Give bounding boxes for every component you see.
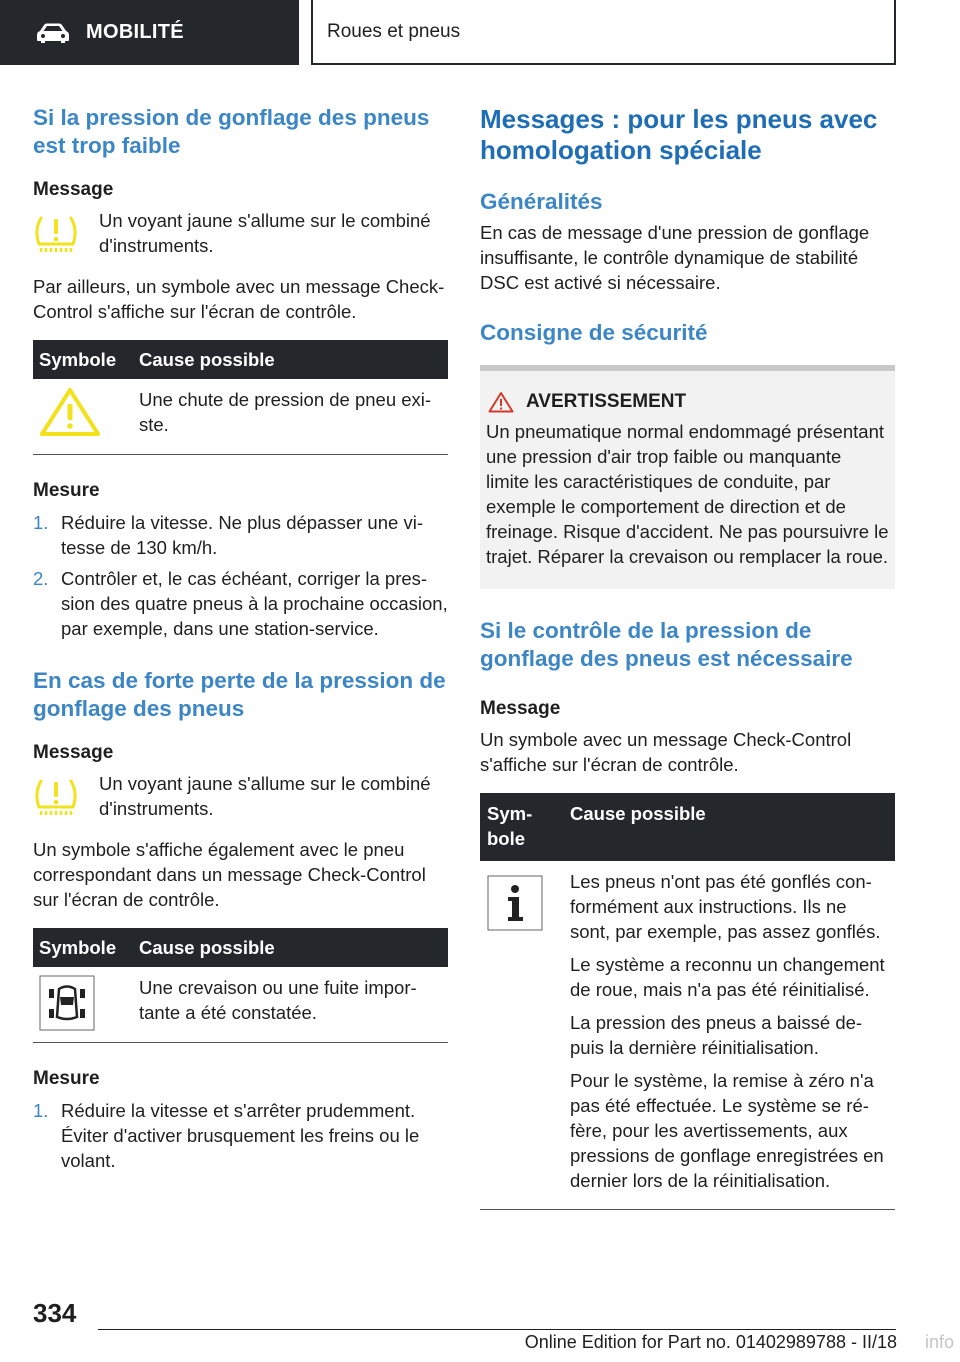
section-tab [311, 0, 896, 65]
symbol-table [33, 928, 448, 1043]
caution-triangle-icon [488, 391, 514, 413]
general-heading: Généralités [480, 189, 603, 214]
measure-label: Mesure [33, 480, 100, 501]
page-number: 334 [33, 1298, 77, 1328]
tire-puncture-icon [39, 975, 95, 1031]
list-item: 1. Réduire la vitesse. Ne plus dépasser une vitesse de 130 km/h. [33, 512, 423, 558]
col-cause-header: Cause possible [139, 349, 275, 370]
check-heading: Si le contrôle de la pression de gonflage des pneus est nécessaire [480, 618, 853, 671]
safety-heading: Consigne de sécurité [480, 320, 708, 345]
watermark: info [924, 1332, 954, 1352]
list-item: 2. Contrôler et, le cas échéant, corriger la pression des quatre pneus à la prochaine occasion, par exemple, dans une station-service. [33, 568, 448, 639]
warning-title: AVERTISSEMENT [526, 391, 687, 412]
table-cause: Une crevaison ou une fuite importante a été constatée. [139, 977, 417, 1023]
message-row [33, 208, 448, 258]
edition-text: Online Edition for Part no. 01402989788 - II/18 [524, 1332, 897, 1352]
warning-triangle-icon [39, 387, 101, 437]
col-cause-header: Cause possible [570, 803, 706, 824]
info-icon [487, 875, 543, 931]
symbol-table [33, 340, 448, 455]
table-row [33, 967, 448, 1043]
table-cause: Une chute de pression de pneu existe. [139, 389, 432, 435]
col-symbol-header: Symbole [39, 937, 117, 958]
low-pressure-heading: Si la pression de gonflage des pneus est trop faible [33, 105, 430, 158]
col-cause-header: Cause possible [139, 937, 275, 958]
measure-steps [33, 510, 448, 641]
table-cause: Les pneus n'ont pas été gonflés conformément aux instructions. Ils ne sont, par exemple, pas assez gonflés. [570, 871, 881, 942]
chapter-tab [0, 0, 299, 65]
table-header [480, 793, 895, 861]
warning-text: Un pneumatique normal endommagé présentant une pression d'air trop faible ou manquante limite les caractéristiques de conduite, par exemple le comportement de direction et de freinage. Risque d'accident. Ne pas poursuivre le trajet. Réparer la crevaison ou remplacer la roue. [486, 421, 889, 567]
message-text: Un voyant jaune s'allume sur le combiné d'instruments. [99, 210, 431, 256]
message-label: Message [33, 179, 114, 200]
message-label: Message [480, 698, 561, 719]
footer-divider [98, 1329, 896, 1330]
message-row [33, 771, 448, 821]
measure-steps [33, 1098, 448, 1173]
warning-box [480, 365, 895, 589]
chapter-title: MOBILITÉ [86, 21, 184, 43]
table-row [480, 861, 895, 1210]
measure-label: Mesure [33, 1068, 100, 1089]
check-control-paragraph: Un symbole s'affiche également avec le pneu correspondant dans un message Check-Control sur l'écran de contrôle. [33, 839, 426, 910]
symbol-table [480, 793, 895, 1210]
warning-title-row [486, 391, 889, 413]
col-symbol-header: Symbole [39, 349, 117, 370]
tpms-warning-icon [33, 775, 79, 819]
message-text: Un voyant jaune s'allume sur le combiné d'instruments. [99, 773, 431, 819]
table-cause: Pour le système, la remise à zéro n'a pas été effectuée. Le système se réfère, pour les avertissements, aux pressions de gonflage enregistrées en dernier lors de la réinitialisation. [570, 1070, 884, 1191]
main-heading: Messages : pour les pneus avec homologation spéciale [480, 104, 878, 165]
list-item: 1. Réduire la vitesse et s'arrêter prudemment. Éviter d'activer brusquement les freins ou le volant. [33, 1100, 420, 1171]
left-column [33, 100, 448, 1173]
right-column [480, 100, 895, 1210]
car-icon [36, 22, 70, 44]
section-title: Roues et pneus [327, 20, 461, 42]
check-control-paragraph: Par ailleurs, un symbole avec un message Check-Control s'affiche sur l'écran de contrôle. [33, 276, 445, 322]
table-row [33, 379, 448, 455]
table-header [33, 340, 448, 379]
table-cause: Le système a reconnu un changement de roue, mais n'a pas été réinitialisé. [570, 954, 885, 1000]
message-text: Un symbole avec un message Check-Control s'affiche sur l'écran de contrôle. [480, 729, 852, 775]
heavy-loss-heading: En cas de forte perte de la pression de gonflage des pneus [33, 668, 446, 721]
general-text: En cas de message d'une pression de gonflage insuffisante, le contrôle dynamique de stabilité DSC est activé si nécessaire. [480, 222, 870, 293]
table-header [33, 928, 448, 967]
col-symbol-header: Symbole [487, 803, 533, 849]
table-cause: La pression des pneus a baissé depuis la dernière réinitialisation. [570, 1012, 863, 1058]
tpms-warning-icon [33, 212, 79, 256]
message-label: Message [33, 742, 114, 763]
